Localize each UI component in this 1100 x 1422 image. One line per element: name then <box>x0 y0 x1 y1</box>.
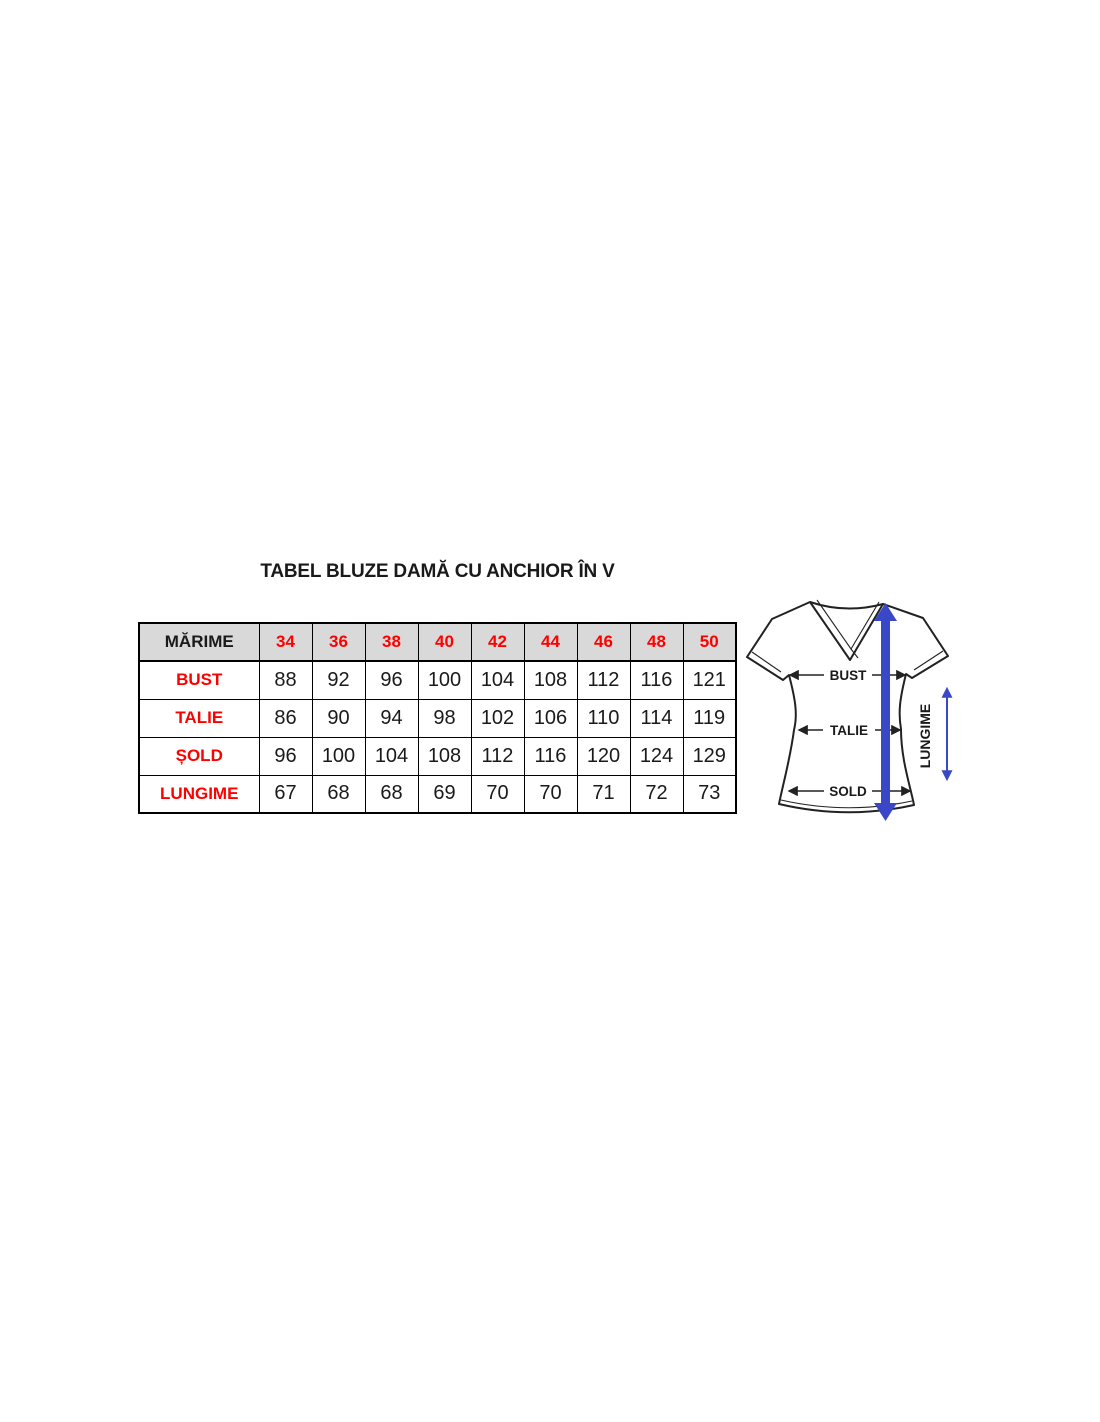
measurement-cell: 110 <box>577 699 630 737</box>
measurement-cell: 70 <box>471 775 524 813</box>
measurement-cell: 120 <box>577 737 630 775</box>
lungime-label: LUNGIME <box>917 703 933 769</box>
measurement-row-label: BUST <box>139 661 259 699</box>
size-column-header: 42 <box>471 623 524 661</box>
size-column-header: 36 <box>312 623 365 661</box>
size-column-header: 34 <box>259 623 312 661</box>
measurement-cell: 124 <box>630 737 683 775</box>
measurement-cell: 71 <box>577 775 630 813</box>
measurement-cell: 96 <box>259 737 312 775</box>
table-row <box>139 737 736 775</box>
size-column-header: 40 <box>418 623 471 661</box>
measurement-cell: 116 <box>524 737 577 775</box>
size-column-header: 44 <box>524 623 577 661</box>
size-column-header: 46 <box>577 623 630 661</box>
table-row <box>139 661 736 699</box>
measurement-cell: 68 <box>312 775 365 813</box>
lungime-measure-arrow <box>917 689 947 779</box>
table-header-row <box>139 623 736 661</box>
measurement-cell: 72 <box>630 775 683 813</box>
measurement-cell: 67 <box>259 775 312 813</box>
measurement-cell: 86 <box>259 699 312 737</box>
measurement-cell: 121 <box>683 661 736 699</box>
measurement-cell: 98 <box>418 699 471 737</box>
measurement-cell: 96 <box>365 661 418 699</box>
bust-label: BUST <box>829 668 867 683</box>
measurement-cell: 94 <box>365 699 418 737</box>
measurement-cell: 73 <box>683 775 736 813</box>
measurement-cell: 114 <box>630 699 683 737</box>
tshirt-measurement-diagram <box>740 588 970 832</box>
measurement-cell: 108 <box>418 737 471 775</box>
measurement-cell: 100 <box>418 661 471 699</box>
measurement-cell: 90 <box>312 699 365 737</box>
measurement-row-label: ȘOLD <box>139 737 259 775</box>
measurement-cell: 119 <box>683 699 736 737</box>
size-column-header: 50 <box>683 623 736 661</box>
measurement-cell: 104 <box>471 661 524 699</box>
measurement-cell: 112 <box>471 737 524 775</box>
talie-label: TALIE <box>830 723 868 738</box>
measurement-cell: 102 <box>471 699 524 737</box>
size-column-header: 38 <box>365 623 418 661</box>
sold-label: SOLD <box>829 784 867 799</box>
size-table-corner-label: MĂRIME <box>139 623 259 661</box>
measurement-row-label: LUNGIME <box>139 775 259 813</box>
size-table <box>138 622 737 814</box>
table-row <box>139 699 736 737</box>
size-column-header: 48 <box>630 623 683 661</box>
measurement-cell: 129 <box>683 737 736 775</box>
measurement-cell: 104 <box>365 737 418 775</box>
table-row <box>139 775 736 813</box>
measurement-cell: 116 <box>630 661 683 699</box>
measurement-cell: 92 <box>312 661 365 699</box>
measurement-cell: 106 <box>524 699 577 737</box>
measurement-cell: 68 <box>365 775 418 813</box>
measurement-cell: 88 <box>259 661 312 699</box>
measurement-cell: 69 <box>418 775 471 813</box>
measurement-cell: 100 <box>312 737 365 775</box>
page-title: TABEL BLUZE DAMĂ CU ANCHIOR ÎN V <box>260 561 615 582</box>
measurement-cell: 70 <box>524 775 577 813</box>
measurement-cell: 112 <box>577 661 630 699</box>
measurement-row-label: TALIE <box>139 699 259 737</box>
measurement-cell: 108 <box>524 661 577 699</box>
